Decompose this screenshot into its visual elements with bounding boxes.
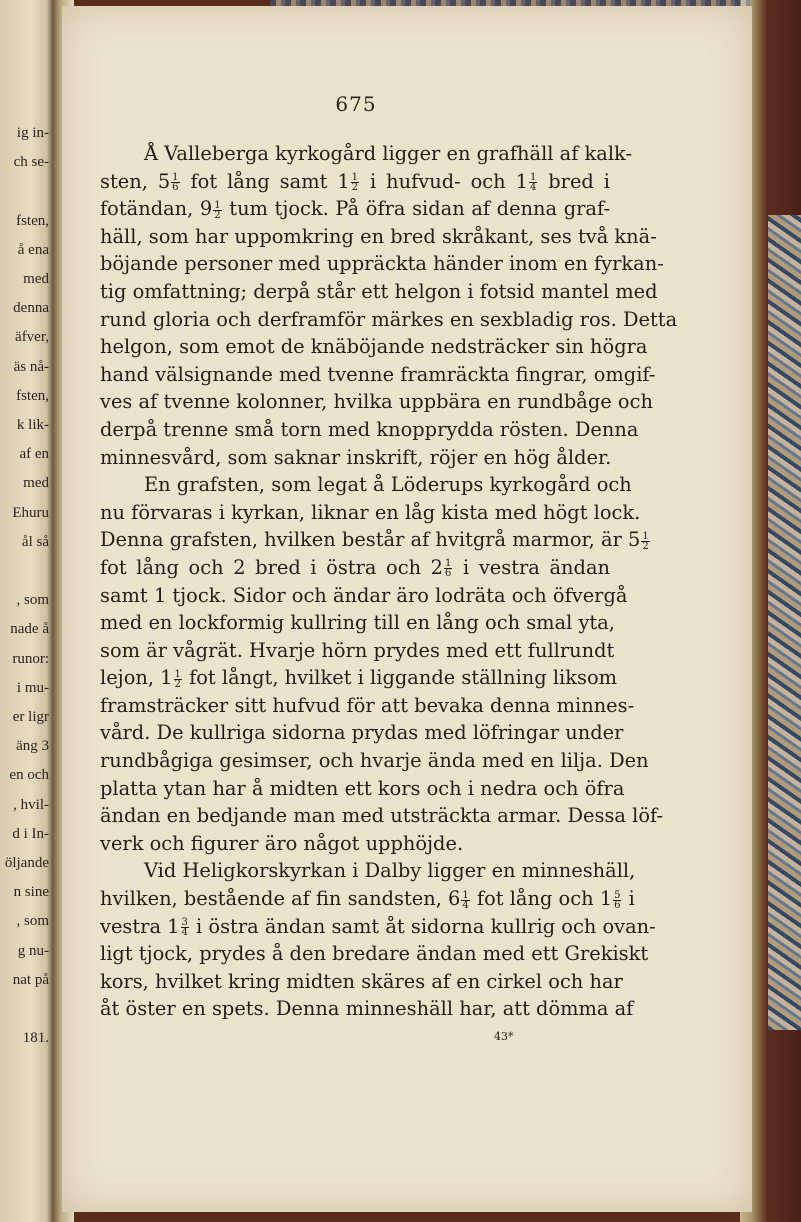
text-segment: häll, som har uppomkring en bred skråkant, ses två knä- [100, 224, 657, 248]
text-segment: åt öster en spets. Denna minneshäll har, att dömma af [100, 997, 634, 1021]
text-line [100, 609, 615, 637]
text-segment: fot lång och 1 [470, 887, 613, 911]
text-segment: verk och figurer äro något upphöjde. [100, 831, 464, 855]
text-segment: kors, hvilket kring midten skäres af en cirkel och har [100, 969, 623, 993]
fraction [461, 891, 469, 910]
left-page-fragment: fsten, [16, 387, 49, 404]
text-line [100, 664, 618, 692]
text-line [100, 885, 635, 913]
text-segment: minnesvård, som saknar inskrift, röjer en hög ålder. [100, 445, 612, 469]
left-page-fragment: denna [13, 300, 49, 317]
text-segment: samt 1 tjock. Sidor och ändar äro lodräta och öfvergå [100, 583, 628, 607]
text-segment: hand välsignande med tvenne framräckta fingrar, omgif- [100, 362, 656, 386]
fraction [174, 670, 182, 689]
fraction [181, 918, 189, 937]
text-segment: Vid Heligkorskyrkan i Dalby ligger en minneshäll, [144, 859, 636, 883]
text-segment: nu förvaras i kyrkan, liknar en låg kista med högt lock. [100, 500, 641, 524]
text-segment: sten, 5 [100, 169, 171, 193]
fraction-numerator: 1 [529, 172, 537, 184]
text-segment: ves af tvenne kolonner, hvilka uppbära en rundbåge och [100, 390, 653, 414]
fraction [213, 201, 221, 220]
text-line [100, 637, 615, 665]
text-segment: i hufvud- och 1 [360, 169, 528, 193]
text-line [100, 968, 623, 996]
left-page-fragment: äfver, [15, 329, 49, 346]
left-page-fragment: k lik- [16, 417, 49, 433]
text-line [100, 747, 649, 775]
text-segment: bred i [538, 169, 610, 193]
text-segment: Denna grafsten, hvilken består af hvitgrå marmor, är 5 [100, 528, 641, 552]
text-segment: rund gloria och derframför märkes en sexbladig ros. Detta [100, 307, 678, 331]
fraction-denominator: 6 [614, 899, 621, 911]
fraction-numerator: 3 [181, 917, 188, 929]
left-page-fragment: d i In- [12, 825, 49, 842]
text-segment: platta ytan har å midten ett kors och i nedra och öfra [100, 776, 625, 800]
fraction-numerator: 1 [172, 172, 179, 184]
fraction-denominator: 2 [351, 182, 359, 194]
page-number: 675 [335, 92, 377, 116]
text-line [100, 444, 610, 472]
text-line [100, 995, 634, 1023]
marbled-page-edge [768, 215, 801, 1030]
text-line [100, 913, 656, 941]
left-page-fragment: nade å [10, 621, 49, 638]
fraction-denominator: 4 [462, 899, 469, 911]
left-page-fragment: runor: [12, 650, 49, 667]
signature-mark: 43* [494, 1030, 514, 1043]
text-segment: fot lång samt 1 [180, 169, 350, 193]
fraction-numerator: 1 [445, 558, 452, 570]
text-line [100, 140, 633, 168]
text-line [100, 223, 657, 251]
text-line [100, 361, 656, 389]
fraction [613, 891, 621, 910]
text-segment: i [622, 887, 635, 911]
text-segment: fot långt, hvilket i liggande ställning liksom [182, 666, 618, 690]
fraction [529, 173, 537, 192]
left-page-fragment: fsten, [16, 212, 49, 229]
text-segment: tig omfattning; derpå står ett helgon i fotsid mantel med [100, 279, 658, 303]
text-segment: framsträcker sitt hufvud för att bevaka denna minnes- [100, 693, 635, 717]
text-segment: rundbågiga gesimser, och hvarje ända med en lilja. Den [100, 749, 649, 773]
left-page-fragment: i mu- [16, 679, 49, 696]
fraction [351, 173, 359, 192]
left-page-fragment: n sine [13, 884, 49, 901]
left-page-fragment: af en [19, 446, 49, 463]
fraction-numerator: 5 [614, 889, 621, 901]
fraction-denominator: 2 [642, 540, 649, 552]
fraction [444, 559, 452, 578]
left-page-fragment: Ehuru [12, 504, 49, 521]
text-segment: derpå trenne små torn med knopprydda rösten. Denna [100, 417, 639, 441]
text-line [100, 306, 678, 334]
left-page-fragment: ch se- [13, 154, 49, 171]
text-segment: hvilken, bestående af fin sandsten, 6 [100, 887, 461, 911]
text-segment: vård. De kullriga sidorna prydas med löfringar under [100, 721, 624, 745]
text-segment: i östra ändan samt åt sidorna kullrig och ovan- [189, 914, 656, 938]
fraction [641, 532, 649, 551]
left-page-fragment: med [23, 475, 49, 492]
fraction-denominator: 4 [181, 927, 188, 939]
left-page-fragment: , hvil- [13, 796, 49, 813]
left-page-fragment: med [23, 271, 49, 287]
text-line [100, 250, 664, 278]
text-line [100, 388, 653, 416]
text-line [100, 526, 649, 554]
text-line [100, 830, 610, 858]
text-segment: En grafsten, som legat å Löderups kyrkogård och [144, 473, 632, 497]
text-line [100, 719, 624, 747]
text-segment: helgon, som emot de knäböjande nedsträcker sin högra [100, 335, 648, 359]
text-line [100, 333, 648, 361]
text-line [100, 416, 639, 444]
text-segment: fotändan, 9 [100, 197, 213, 221]
fraction-denominator: 6 [172, 182, 179, 194]
text-segment: ligt tjock, prydes å den bredare ändan med ett Grekiskt [100, 942, 649, 966]
text-segment: böjande personer med uppräckta händer inom en fyrkan- [100, 252, 664, 276]
text-segment: som är vågrät. Hvarje hörn prydes med ett fullrundt [100, 638, 615, 662]
text-segment: lejon, 1 [100, 666, 173, 690]
fraction-numerator: 1 [462, 889, 469, 901]
fraction-denominator: 4 [529, 182, 537, 194]
text-line [100, 857, 636, 885]
text-line [100, 471, 632, 499]
text-segment: vestra 1 [100, 914, 180, 938]
fraction-numerator: 1 [642, 530, 649, 542]
text-line [100, 692, 635, 720]
body-text [100, 140, 678, 1023]
left-page-fragment: äng 3 [16, 738, 49, 755]
fraction [171, 173, 179, 192]
text-line [100, 499, 641, 527]
fraction-numerator: 1 [174, 668, 181, 680]
text-segment: tum tjock. På öfra sidan af denna graf- [222, 197, 610, 221]
text-segment: med en lockformig kullring till en lång och smal yta, [100, 611, 615, 635]
left-page-fragment: , som [16, 592, 49, 609]
fraction-numerator: 1 [351, 172, 359, 184]
text-line [100, 554, 610, 582]
left-page-fragment: , som [16, 913, 49, 930]
left-page-fragment: er ligr [12, 709, 49, 725]
text-line [100, 940, 649, 968]
text-segment: Å Valleberga kyrkogård ligger en grafhäll af kalk- [144, 142, 633, 165]
left-page-fragment: 181. [22, 1030, 49, 1047]
left-page-fragment: öljande [4, 855, 49, 871]
left-page-fragment: ig in- [16, 125, 49, 141]
text-line [100, 278, 658, 306]
fraction-denominator: 2 [174, 678, 181, 690]
text-line [100, 775, 625, 803]
left-page-fragment: ål så [21, 533, 49, 550]
text-line [100, 168, 610, 196]
text-line [100, 802, 664, 830]
fraction-denominator: 2 [214, 209, 221, 221]
text-segment: i vestra ändan [453, 555, 610, 579]
text-segment: ändan en bedjande man med utsträckta armar. Dessa löf- [100, 804, 664, 828]
fraction-numerator: 1 [214, 199, 221, 211]
fraction-denominator: 6 [445, 568, 452, 580]
left-page-fragment: å ena [17, 241, 49, 258]
left-page-edge [0, 0, 52, 1222]
text-line [100, 582, 628, 610]
text-segment: fot lång och 2 bred i östra och 2 [100, 555, 444, 579]
left-page-fragment: en och [9, 767, 49, 784]
left-page-fragment: g nu- [17, 942, 49, 959]
left-page-fragment: nat på [12, 971, 49, 988]
text-line [100, 195, 610, 223]
left-page-fragment: äs nå- [13, 358, 49, 375]
